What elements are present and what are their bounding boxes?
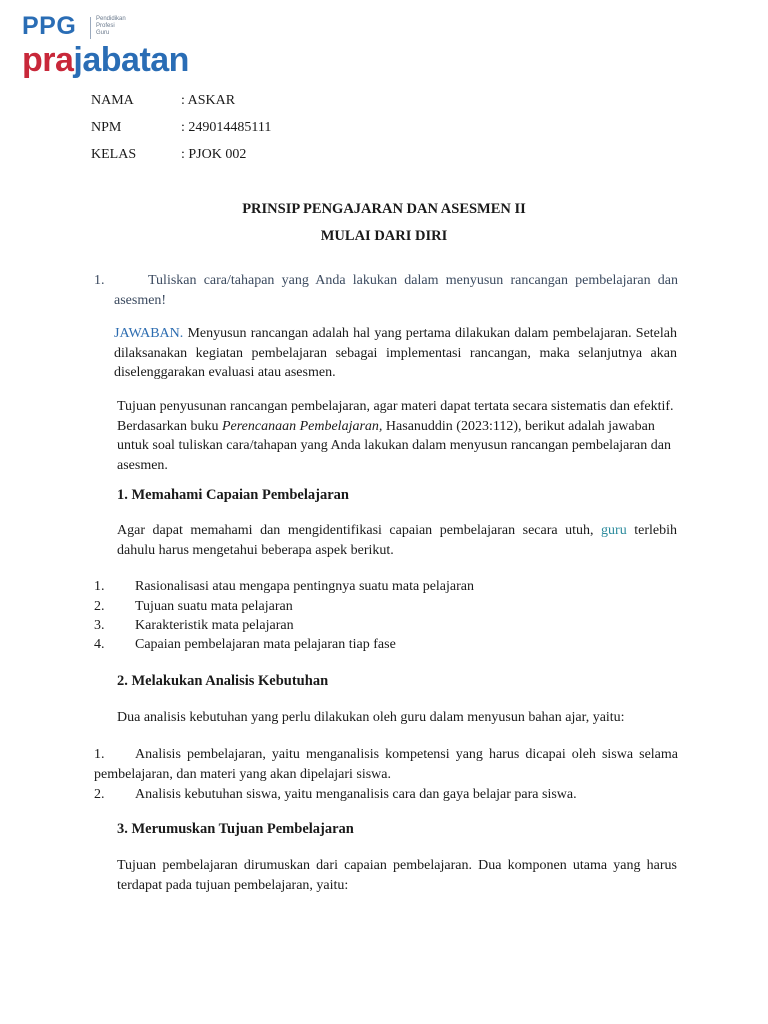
logo-pra: pra [22,41,74,79]
list-item [94,635,678,655]
logo-subtitle [96,16,126,37]
section-intro [117,521,677,560]
logo-sub-line: Guru [96,30,110,36]
section-intro: Dua analisis kebutuhan yang perlu dilakukan oleh guru dalam menyusun bahan ajar, yaitu: [117,710,625,725]
list-number: 3. [94,618,105,633]
logo-jabatan: jabatan [73,41,189,79]
section-heading: 3. Merumuskan Tujuan Pembelajaran [117,821,354,837]
list-number: 2. [94,787,105,802]
list-item [94,745,678,784]
logo-ppg-text: PPG [22,12,77,40]
section-heading: 2. Melakukan Analisis Kebutuhan [117,673,329,689]
list-text: Tujuan suatu mata pelajaran [135,599,293,614]
answer-paragraph [114,324,677,383]
logo-sub-line: Pendidikan [96,16,126,22]
intro-text: Agar dapat memahami dan mengidentifikasi capaian pembelajaran secara utuh, [117,523,602,538]
logo-sub-line: Profesi [96,23,115,29]
list-number: 1. [94,579,105,594]
purpose-text: Hasanuddin (2023:112), berikut adalah jawaban untuk soal tuliskan cara/tahapan yang Anda lakukan dalam menyusun rancangan pembelajaran dan asesmen. [117,418,671,473]
list-text: Analisis pembelajaran, yaitu menganalisis kompetensi yang harus dicapai oleh siswa selama pembelajaran, dan materi yang akan dipelajari siswa. [94,747,678,782]
list-text: Capaian pembelajaran mata pelajaran tiap fase [135,637,396,652]
document-title: PRINSIP PENGAJARAN DAN ASESMEN II [242,201,526,217]
section-intro: Tujuan pembelajaran dirumuskan dari capaian pembelajaran. Dua komponen utama yang harus terdapat pada tujuan pembelajaran, yaitu: [117,858,677,893]
list-number: 1. [94,747,105,762]
section-heading: 1. Memahami Capaian Pembelajaran [117,487,349,503]
identity-key: KELAS [91,147,137,162]
document-subtitle: MULAI DARI DIRI [320,228,448,244]
intro-text: terlebih dahulu harus mengetahui beberapa aspek berikut. [117,523,678,558]
list-item [94,616,678,636]
list-text: Analisis kebutuhan siswa, yaitu menganalisis cara dan gaya belajar para siswa. [135,787,577,802]
purpose-paragraph [117,397,677,475]
purpose-text: Tujuan penyusunan rancangan pembelajaran, agar materi dapat tertata secara sistematis dan efektif. Berdasarkan buku [117,399,674,434]
answer-label: JAWABAN. [114,326,184,341]
list-item [94,597,678,617]
list-item [94,577,678,597]
identity-value: : PJOK 002 [181,147,247,162]
list-text: Karakteristik mata pelajaran [135,618,294,633]
list-text: Rasionalisasi atau mengapa pentingnya suatu mata pelajaran [135,579,474,594]
book-title: Perencanaan Pembelajaran, [221,418,383,434]
question-text: Tuliskan cara/tahapan yang Anda lakukan dalam menyusun rancangan pembelajaran dan asesmen! [114,273,678,308]
identity-key: NPM [91,120,122,135]
identity-key: NAMA [91,93,134,108]
question-item [94,271,678,310]
list-number: 2. [94,599,105,614]
logo-prajabatan-text [22,40,189,80]
identity-value: : 249014485111 [181,120,272,135]
list-item [94,785,678,805]
identity-value: : ASKAR [181,93,236,108]
logo-divider [90,17,91,39]
list-number: 4. [94,637,105,652]
answer-text: Menyusun rancangan adalah hal yang pertama dilakukan dalam pembelajaran. Setelah dilaksanakan kegiatan pembelajaran sebagai implementasi rancangan, maka selanjutnya akan diselenggarakan evaluasi atau asesmen. [114,326,677,380]
guru-link[interactable]: guru [601,523,627,538]
question-number: 1. [94,273,105,288]
